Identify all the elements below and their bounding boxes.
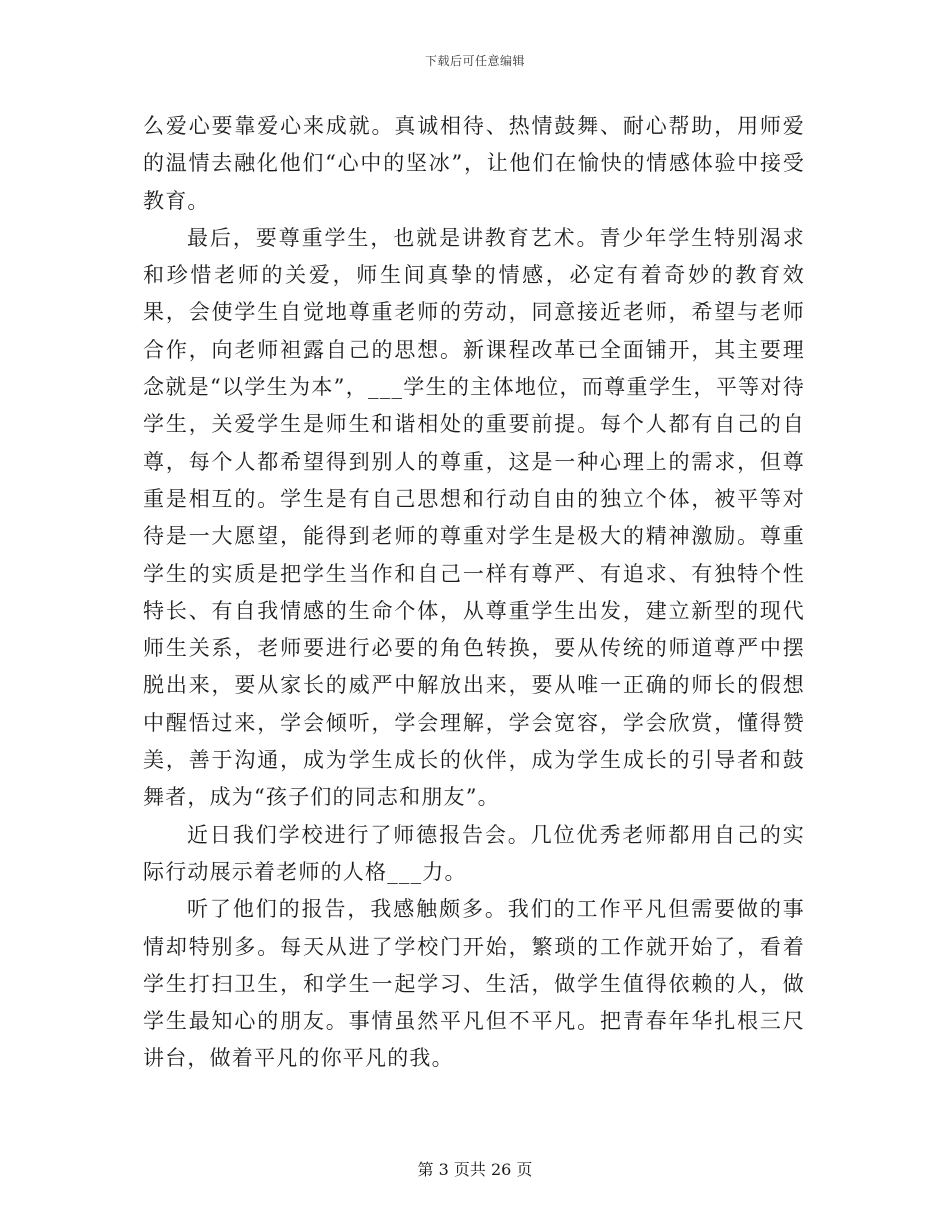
document-body — [143, 108, 805, 1078]
paragraph-reflection: 听了他们的报告，我感触颇多。我们的工作平凡但需要做的事情却特别多。每天从进了学校门开始，繁琐的工作就开始了，看着学生打扫卫生，和学生一起学习、生活，做学生值得依赖的人，做学生最知心的朋友。事情虽然平凡但不平凡。把青春年华扎根三尺讲台，做着平凡的你平凡的我。 — [143, 897, 805, 1071]
paragraph-ethics-report: 近日我们学校进行了师德报告会。几位优秀老师都用自己的实际行动展示着老师的人格___力。 — [143, 822, 805, 884]
paragraph-continuation: 么爱心要靠爱心来成就。真诚相待、热情鼓舞、耐心帮助，用师爱的温情去融化他们“心中的坚冰”，让他们在愉快的情感体验中接受教育。 — [143, 114, 805, 213]
page-header: 下载后可任意编辑 — [424, 54, 525, 68]
paragraph-respect-students: 最后，要尊重学生，也就是讲教育艺术。青少年学生特别渴求和珍惜老师的关爱，师生间真挚的情感，必定有着奇妙的教育效果，会使学生自觉地尊重老师的劳动，同意接近老师，希望与老师合作，向老师袒露自己的思想。新课程改革已全面铺开，其主要理念就是“以学生为本”，___学生的主体地位，而尊重学生，平等对待学生，关爱学生是师生和谐相处的重要前提。每个人都有自己的自尊，每个人都希望得到别人的尊重，这是一种心理上的需求，但尊重是相互的。学生是有自己思想和行动自由的独立个体，被平等对待是一大愿望，能得到老师的尊重对学生是极大的精神激励。尊重学生的实质是把学生当作和自己一样有尊严、有追求、有独特个性特长、有自我情感的生命个体，从尊重学生出发，建立新型的现代师生关系，老师要进行必要的角色转换，要从传统的师道尊严中摆脱出来，要从家长的威严中解放出来，要从唯一正确的师长的假想中醒悟过来，学会倾听，学会理解，学会宽容，学会欣赏，懂得赞美，善于沟通，成为学生成长的伙伴，成为学生成长的引导者和鼓舞者，成为“孩子们的同志和朋友”。 — [143, 225, 805, 810]
page-number: 第 3 页共 26 页 — [417, 1160, 533, 1179]
